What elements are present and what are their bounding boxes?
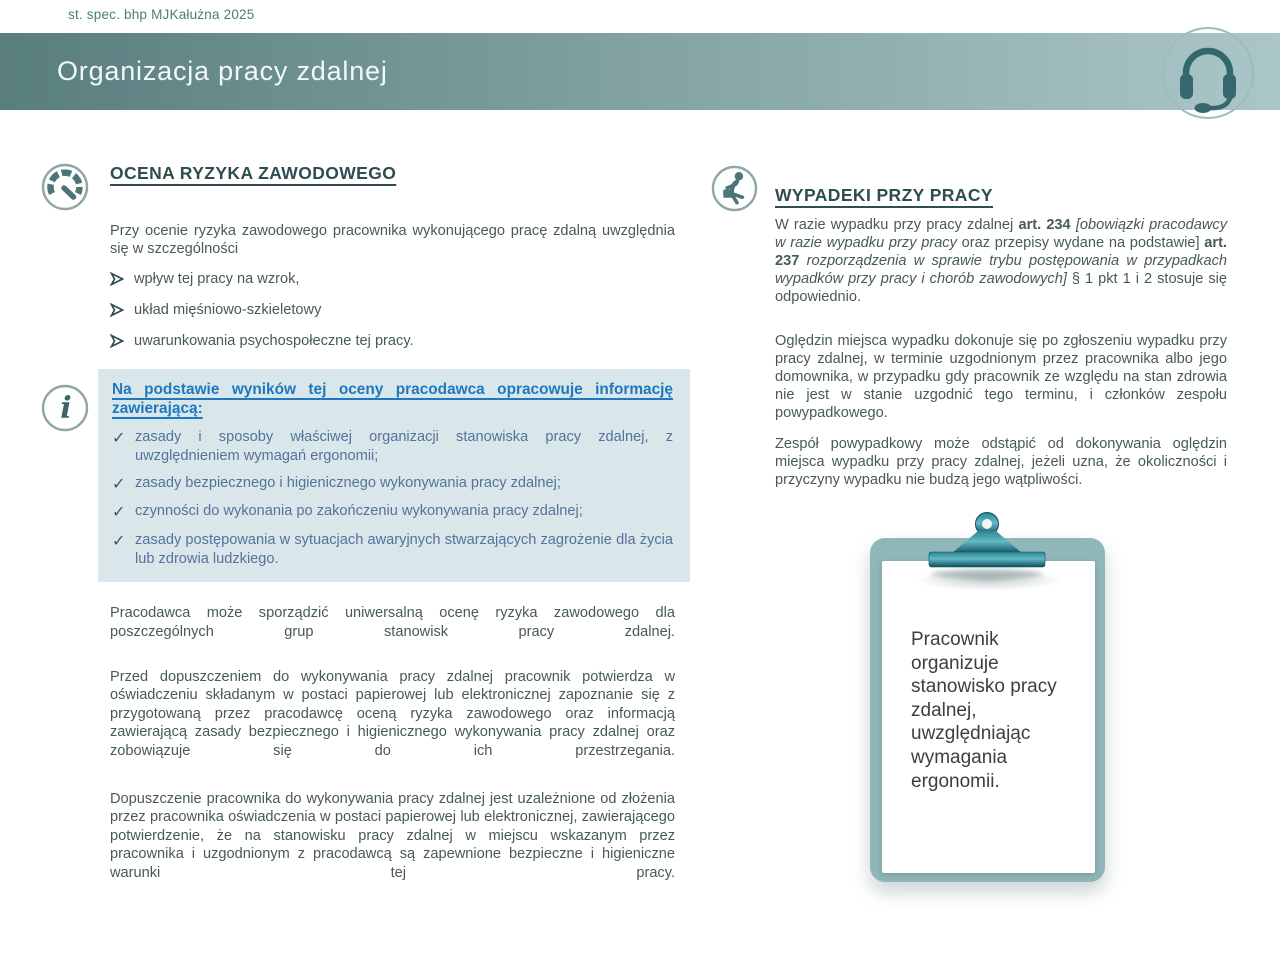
list-item-label: wpływ tej pracy na wzrok, bbox=[134, 270, 300, 287]
paragraph: Dopuszczenie pracownika do wykonywania pracy zdalnej jest uzależnione od złożenia przez pracownika oświadczenia w postaci papierowej lub elektronicznej, zawierającego potwierdzenie, że na stanowisku pracy zdalnej w miejscu wskazanym przez pracownika i uzgodnionym z pracodawcą są zapewnione bezpieczne i higieniczne warunki tej pracy. bbox=[110, 790, 675, 881]
arrow-bullet-icon bbox=[110, 270, 134, 292]
list-item bbox=[110, 301, 675, 323]
check-icon: ✓ bbox=[112, 504, 126, 522]
info-icon bbox=[41, 384, 89, 432]
checklist-item-label: zasady postępowania w sytuacjach awaryjnych stwarzających zagrożenie dla życia lub zdrowia ludzkiego. bbox=[135, 531, 673, 568]
risk-factors-list bbox=[110, 270, 675, 354]
clipboard-illustration bbox=[870, 538, 1105, 882]
clipboard-text: Pracownik organizuje stanowisko pracy zdalnej, uwzględniając wymagania ergonomii. bbox=[911, 629, 1057, 792]
paragraph: Zespół powypadkowy może odstąpić od dokonywania oględzin miejsca wypadku przy pracy zdalnej, jeżeli uzna, że okoliczności i przyczyny wypadku nie budzą jego wątpliwości. bbox=[775, 436, 1227, 488]
check-icon: ✓ bbox=[112, 476, 126, 494]
checklist-item bbox=[112, 531, 673, 570]
checklist-item bbox=[112, 428, 673, 467]
checklist-item-label: czynności do wykonania po zakończeniu wykonywania pracy zdalnej; bbox=[135, 503, 583, 520]
check-icon: ✓ bbox=[112, 532, 126, 550]
headset-icon bbox=[1160, 25, 1256, 121]
paragraph: Oględzin miejsca wypadku dokonuje się po zgłoszeniu wypadku przy pracy zdalnej, w terminie uzgodnionym przez pracownika albo jego domownika, w przypadku gdy pracownik ze względu na stan zdrowia nie jest w stanie uzgodnić tego terminu, i członków zespołu powypadkowego. bbox=[775, 333, 1227, 421]
arrow-bullet-icon bbox=[110, 301, 134, 323]
left-intro: Przy ocenie ryzyka zawodowego pracownika wykonującego pracę zdalną uwzględnia się w szczególności bbox=[110, 222, 675, 258]
slide-title: Organizacja pracy zdalnej bbox=[57, 56, 388, 86]
left-column bbox=[110, 164, 675, 882]
clipboard-clip-icon bbox=[915, 500, 1060, 582]
checklist-item bbox=[112, 474, 673, 494]
info-checklist bbox=[112, 428, 673, 570]
watermark-text: st. spec. bhp MJKałużna 2025 bbox=[68, 7, 255, 22]
paragraph: Przed dopuszczeniem do wykonywania pracy zdalnej pracownik potwierdza w oświadczeniu składanym w postaci papierowej lub elektronicznej zapoznanie się z przygotowaną przez pracodawcę oceną ryzyka zawodowego oraz informacją zawierającą zasady bezpiecznego i higienicznego wykonywania pracy zdalnej oraz zobowiązuje się do ich przestrzegania. bbox=[110, 668, 675, 759]
title-banner bbox=[0, 33, 1280, 110]
paragraph: Pracodawca może sporządzić uniwersalną ocenę ryzyka zawodowego dla poszczególnych grup stanowisk pracy zdalnej. bbox=[110, 605, 675, 640]
list-item-label: uwarunkowania psychospołeczne tej pracy. bbox=[134, 332, 414, 349]
checklist-item-label: zasady i sposoby właściwej organizacji stanowiska pracy zdalnej, z uwzględnieniem wymagań ergonomii; bbox=[135, 428, 673, 464]
list-item bbox=[110, 332, 675, 354]
list-item bbox=[110, 270, 675, 292]
checklist-item bbox=[112, 502, 673, 522]
accident-law-paragraph: W razie wypadku przy pracy zdalnej art. 234 [obowiązki pracodawcy w razie wypadku przy pracy oraz przepisy wydane na podstawie] art. 237 rozporządzenia w sprawie trybu postępowania w przypadkach wypadków przy pracy i chorób zawodowych] § 1 pkt 1 i 2 stosuje się odpowiednio. bbox=[775, 217, 1227, 305]
left-heading: OCENA RYZYKA ZAWODOWEGO bbox=[110, 163, 397, 183]
info-box-heading: Na podstawie wyników tej oceny pracodawca opracowuje informację zawierającą: bbox=[112, 380, 673, 418]
list-item-label: układ mięśniowo-szkieletowy bbox=[134, 301, 322, 318]
person-slipping-icon bbox=[711, 165, 758, 212]
right-column bbox=[775, 186, 1227, 489]
clipboard-paper bbox=[882, 561, 1095, 873]
arrow-bullet-icon bbox=[110, 332, 134, 354]
svg-text:i: i bbox=[60, 391, 72, 426]
info-box bbox=[98, 369, 690, 583]
checklist-item-label: zasady bezpiecznego i higienicznego wykonywania pracy zdalnej; bbox=[135, 475, 561, 492]
right-heading: WYPADEKI PRZY PRACY bbox=[775, 185, 993, 205]
check-icon: ✓ bbox=[112, 429, 126, 447]
gauge-icon bbox=[41, 163, 89, 211]
